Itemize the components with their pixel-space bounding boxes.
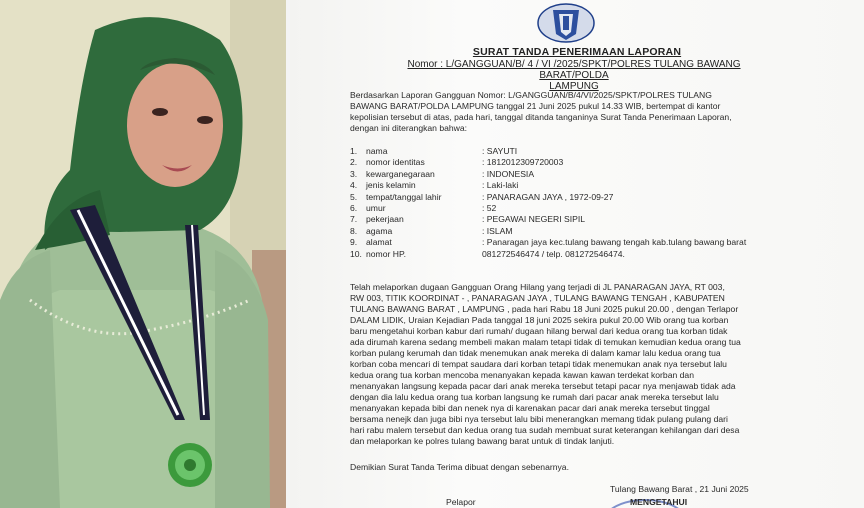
report-paragraph	[350, 282, 818, 447]
field-value: : INDONESIA	[482, 168, 535, 179]
report-line: korban pulang kerumah dan tidak menemukan anak mereka di dalam kamar lalu kedua orang tua	[350, 348, 721, 358]
field-number: 8.	[350, 225, 358, 236]
field-number: 5.	[350, 191, 358, 202]
field-row	[350, 203, 830, 214]
field-value: : Laki-laki	[482, 180, 519, 191]
field-row	[350, 169, 830, 180]
field-row	[350, 249, 830, 260]
field-value: 081272546474 / telp. 081272546474.	[482, 248, 625, 259]
document-number-line2: LAMPUNG	[549, 81, 599, 92]
field-row	[350, 157, 830, 168]
report-line: DALAM LIDIK, Uraian Kejadian Pada tanggal 18 juni 2025 sekira pukul 20.00 Wib orang tua korban	[350, 315, 729, 325]
report-line: Telah melaporkan dugaan Gangguan Orang Hilang yang terjadi di JL PANARAGAN JAYA, RT 003,	[350, 282, 725, 292]
report-line: kedua orang tua korban mencoba menanyakan kepada kawan kawan terdekat korban dan	[350, 370, 694, 380]
place-date: Tulang Bawang Barat , 21 Juni 2025	[610, 484, 749, 494]
report-line: dengan dia lalu kedua orang tua korban langsung ke rumah dari pacar anak mereka tersebut lalu	[350, 392, 719, 402]
field-number: 2.	[350, 157, 358, 168]
document-number-line1: Nomor : L/GANGGUAN/B/ 4 / VI /2025/SPKT/POLRES TULANG BAWANG BARAT/POLDA	[407, 59, 741, 81]
field-value: : Panaragan jaya kec.tulang bawang tengah kab.tulang bawang barat	[482, 237, 747, 248]
field-row	[350, 180, 830, 191]
report-line: menanyakan langsung kepada pacar dari anak mereka tersebut tetapi pacar nya menjawab tidak ada	[350, 381, 736, 391]
field-number: 6.	[350, 202, 358, 213]
field-number: 9.	[350, 237, 358, 248]
report-document	[290, 0, 864, 508]
field-number: 4.	[350, 180, 358, 191]
field-number: 1.	[350, 146, 358, 156]
portrait-photo	[0, 0, 286, 508]
report-line: RW 003, TITIK KOORDINAT - , PANARAGAN JAYA , TULANG BAWANG TENGAH , KABUPATEN	[350, 293, 725, 303]
acknowledged-label: MENGETAHUI	[630, 497, 688, 507]
portrait-illustration	[0, 0, 286, 508]
field-number: 7.	[350, 214, 358, 225]
field-row	[350, 146, 830, 157]
document-title: SURAT TANDA PENERIMAAN LAPORAN	[472, 46, 682, 58]
field-label: agama	[366, 225, 393, 236]
intro-line: Berdasarkan Laporan Gangguan Nomor: L/GANGGUAN/B/4/VI/2025/SPKT/POLRES TULANG	[350, 90, 712, 100]
intro-line: dengan ini diterangkan bahwa:	[350, 123, 468, 133]
field-row	[350, 192, 830, 203]
field-number: 10.	[350, 248, 362, 259]
intro-line: BAWANG BARAT/POLDA LAMPUNG tanggal 21 Juni 2025 pukul 14.33 WIB, bertempat di kantor	[350, 101, 721, 111]
field-label: nomor HP.	[366, 248, 406, 259]
document-number	[374, 59, 774, 92]
identity-fields	[350, 146, 830, 260]
field-label: tempat/tanggal lahir	[366, 191, 442, 202]
report-line: dan melaporkan ke polres tulang bawang barat untuk di tindak lanjuti.	[350, 436, 615, 446]
report-line: bersama nenejk dan juga bibi nya tersebut lalu bibi menerangkan memang tidak pulang pulang dari	[350, 414, 728, 424]
report-line: baru mengetahui korban kabur dari rumah/ dugaan hilang berwal dari kedua orang tua korban tidak	[350, 326, 728, 336]
field-label: pekerjaan	[366, 214, 404, 225]
field-row	[350, 214, 830, 225]
field-row	[350, 237, 830, 248]
field-number: 3.	[350, 168, 358, 179]
field-value: : ISLAM	[482, 225, 513, 236]
police-emblem-icon	[535, 2, 597, 44]
report-line: korban coba mencari di tempat saudara dari korban tetapi tidak menemukan anak nya tersebut lalu	[350, 359, 727, 369]
field-label: alamat	[366, 237, 392, 248]
closing-statement: Demikian Surat Tanda Terima dibuat dengan sebenarnya.	[350, 462, 569, 472]
report-line: menanyakan kepada bibi dan nenek nya di karenakan pacar dari anak mereka tersebut tinggal	[350, 403, 710, 413]
field-value: : PANARAGAN JAYA , 1972-09-27	[482, 191, 614, 202]
field-label: jenis kelamin	[366, 180, 416, 191]
field-label: umur	[366, 202, 386, 213]
field-label: nama	[366, 146, 388, 156]
report-line: hari rabu malem tersebut dan kedua orang tua sudah membuat surat keterangan kehilangan dari desa	[350, 425, 740, 435]
field-value: : PEGAWAI NEGERI SIPIL	[482, 214, 585, 225]
field-value: : 52	[482, 202, 497, 213]
report-line: ada dirumah karena sedang membeli makan malam tetapi tidak di temukan kemudian kedua orang tua	[350, 337, 741, 347]
field-label: kewarganegaraan	[366, 168, 435, 179]
field-value: : 1812012309720003	[482, 157, 564, 168]
intro-paragraph	[350, 90, 818, 134]
intro-line: kepolisian tersebut di atas, pada hari, tanggal ditanda tanganinya Surat Tanda Penerimaan Laporan,	[350, 112, 732, 122]
field-value: : SAYUTI	[482, 146, 518, 156]
reporter-label: Pelapor	[446, 497, 476, 507]
field-row	[350, 226, 830, 237]
field-label: nomor identitas	[366, 157, 425, 168]
report-line: TULANG BAWANG BARAT , LAMPUNG , pada hari Rabu 18 Juni 2025 pukul 20.00 , dengan Terlapor	[350, 304, 739, 314]
